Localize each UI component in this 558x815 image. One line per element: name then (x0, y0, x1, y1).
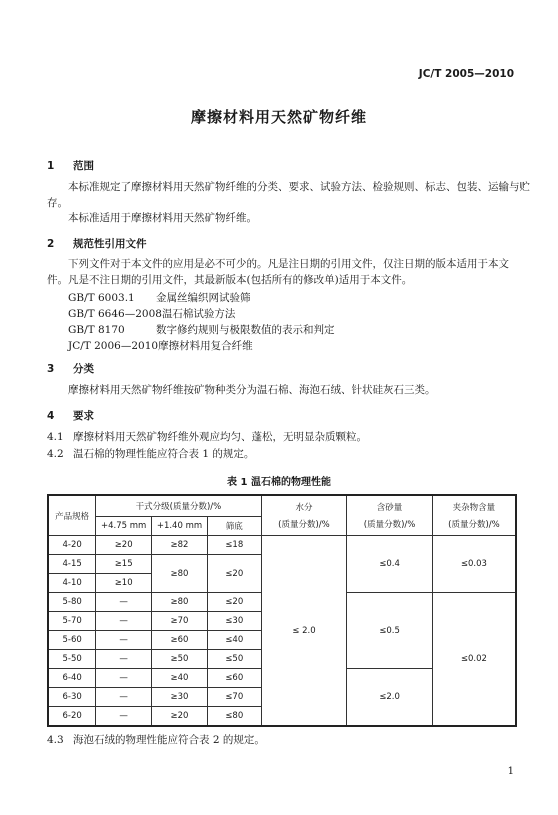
reference-name: 金属丝编织网试验筛 (156, 292, 251, 304)
cell-sieve-a: — (96, 688, 152, 707)
reference-code: GB/T 8170 (68, 324, 125, 336)
cell-moisture: ≤ 2.0 (261, 536, 347, 727)
clause-number: 4.2 (47, 448, 64, 460)
physical-properties-table (47, 494, 517, 727)
cell-pan: ≤70 (207, 688, 261, 707)
cell-spec: 6-30 (48, 688, 96, 707)
cell-spec: 5-60 (48, 631, 96, 650)
cell-sieve-b: ≥82 (152, 536, 208, 555)
header-line: (质量分数)/% (363, 520, 416, 530)
section-title: 要求 (73, 410, 94, 422)
section-number: 4 (47, 410, 55, 422)
cell-pan-merged: ≤20 (207, 555, 261, 593)
cell-spec: 5-80 (48, 593, 96, 612)
header-sieve-b: +1.40 mm (152, 517, 208, 536)
cell-spec: 6-40 (48, 669, 96, 688)
reference-name: 温石棉试验方法 (161, 308, 236, 320)
table-caption: 表 1 温石棉的物理性能 (227, 477, 331, 488)
paragraph: 下列文件对于本文件的应用是必不可少的。凡是注日期的引用文件，仅注日期的版本适用于本文 (68, 258, 509, 270)
cell-impurity-group-2: ≤0.02 (432, 593, 516, 727)
cell-sieve-a: ≥20 (96, 536, 152, 555)
section-2-heading (47, 236, 147, 251)
header-line: 水分 (295, 503, 313, 513)
header-line: 含砂量 (376, 503, 403, 513)
section-number: 2 (47, 238, 55, 250)
paragraph: 摩擦材料用天然矿物纤维按矿物种类分为温石棉、海泡石绒、针状硅灰石三类。 (68, 384, 436, 396)
cell-sieve-a: — (96, 707, 152, 727)
header-pan: 筛底 (207, 517, 261, 536)
reference-item (68, 290, 251, 305)
reference-name: 摩擦材料用复合纤维 (158, 340, 253, 352)
header-moisture (261, 495, 347, 536)
standard-code: JC/T 2005—2010 (418, 68, 514, 80)
header-sieve-a: +4.75 mm (96, 517, 152, 536)
section-title: 范围 (73, 160, 94, 172)
header-sand (347, 495, 433, 536)
paragraph: 本标准适用于摩擦材料用天然矿物纤维。 (68, 212, 257, 224)
cell-pan: ≤30 (207, 612, 261, 631)
paragraph: 存。 (47, 197, 68, 209)
cell-sand-group-2: ≤0.5 (347, 593, 433, 669)
header-line: 夹杂物含量 (452, 503, 496, 513)
cell-pan: ≤18 (207, 536, 261, 555)
header-line: (质量分数)/% (278, 520, 330, 530)
document-title: 摩擦材料用天然矿物纤维 (190, 108, 367, 126)
clause-number: 4.1 (47, 431, 64, 443)
cell-sand-group-3: ≤2.0 (347, 669, 433, 727)
clause-text: 摩擦材料用天然矿物纤维外观应均匀、蓬松，无明显杂质颗粒。 (73, 431, 367, 443)
cell-sieve-a: — (96, 631, 152, 650)
cell-spec: 5-70 (48, 612, 96, 631)
cell-sieve-b-merged: ≥80 (152, 555, 208, 593)
section-title: 规范性引用文件 (73, 238, 147, 250)
cell-spec: 4-15 (48, 555, 96, 574)
cell-sieve-b: ≥60 (152, 631, 208, 650)
clause-text: 海泡石绒的物理性能应符合表 2 的规定。 (73, 734, 265, 746)
reference-code: JC/T 2006—2010 (68, 340, 159, 352)
reference-name: 数字修约规则与极限数值的表示和判定 (156, 324, 335, 336)
cell-sieve-a: — (96, 593, 152, 612)
cell-sieve-a: ≥10 (96, 574, 152, 593)
section-number: 3 (47, 363, 55, 375)
paragraph: 本标准规定了摩擦材料用天然矿物纤维的分类、要求、试验方法、检验规则、标志、包装、运输与贮 (68, 181, 530, 193)
reference-code: GB/T 6003.1 (68, 292, 135, 304)
cell-pan: ≤40 (207, 631, 261, 650)
cell-sieve-a: — (96, 612, 152, 631)
cell-spec: 6-20 (48, 707, 96, 727)
cell-sieve-b: ≥80 (152, 593, 208, 612)
clause-4-2 (47, 447, 254, 462)
cell-spec: 4-10 (48, 574, 96, 593)
cell-sieve-b: ≥70 (152, 612, 208, 631)
section-3-heading (47, 361, 94, 376)
reference-code: GB/T 6646—2008 (68, 308, 162, 320)
cell-sieve-b: ≥40 (152, 669, 208, 688)
section-title: 分类 (73, 363, 94, 375)
reference-item (68, 322, 335, 337)
section-4-heading (47, 408, 94, 423)
header-line: (质量分数)/% (448, 520, 500, 530)
header-impurity (432, 495, 516, 536)
reference-item (68, 338, 253, 353)
reference-item (68, 306, 235, 321)
cell-pan: ≤80 (207, 707, 261, 727)
cell-spec: 4-20 (48, 536, 96, 555)
cell-impurity-group-1: ≤0.03 (432, 536, 516, 593)
section-number: 1 (47, 160, 55, 172)
clause-4-1 (47, 430, 367, 445)
cell-sieve-a: — (96, 669, 152, 688)
cell-sieve-a: ≥15 (96, 555, 152, 574)
cell-sieve-b: ≥30 (152, 688, 208, 707)
cell-spec: 5-50 (48, 650, 96, 669)
header-dry-sieve: 干式分级(质量分数)/% (96, 495, 261, 517)
paragraph: 件。凡是不注日期的引用文件，其最新版本(包括所有的修改单)适用于本文件。 (47, 274, 413, 286)
cell-pan: ≤60 (207, 669, 261, 688)
clause-4-3 (47, 733, 265, 748)
clause-number: 4.3 (47, 734, 64, 746)
cell-sieve-a: — (96, 650, 152, 669)
cell-pan: ≤20 (207, 593, 261, 612)
header-spec: 产品规格 (48, 495, 96, 536)
cell-sieve-b: ≥20 (152, 707, 208, 727)
cell-sieve-b: ≥50 (152, 650, 208, 669)
page-number: 1 (507, 766, 514, 777)
cell-sand-group-1: ≤0.4 (347, 536, 433, 593)
cell-pan: ≤50 (207, 650, 261, 669)
section-1-heading (47, 158, 94, 173)
clause-text: 温石棉的物理性能应符合表 1 的规定。 (73, 448, 255, 460)
